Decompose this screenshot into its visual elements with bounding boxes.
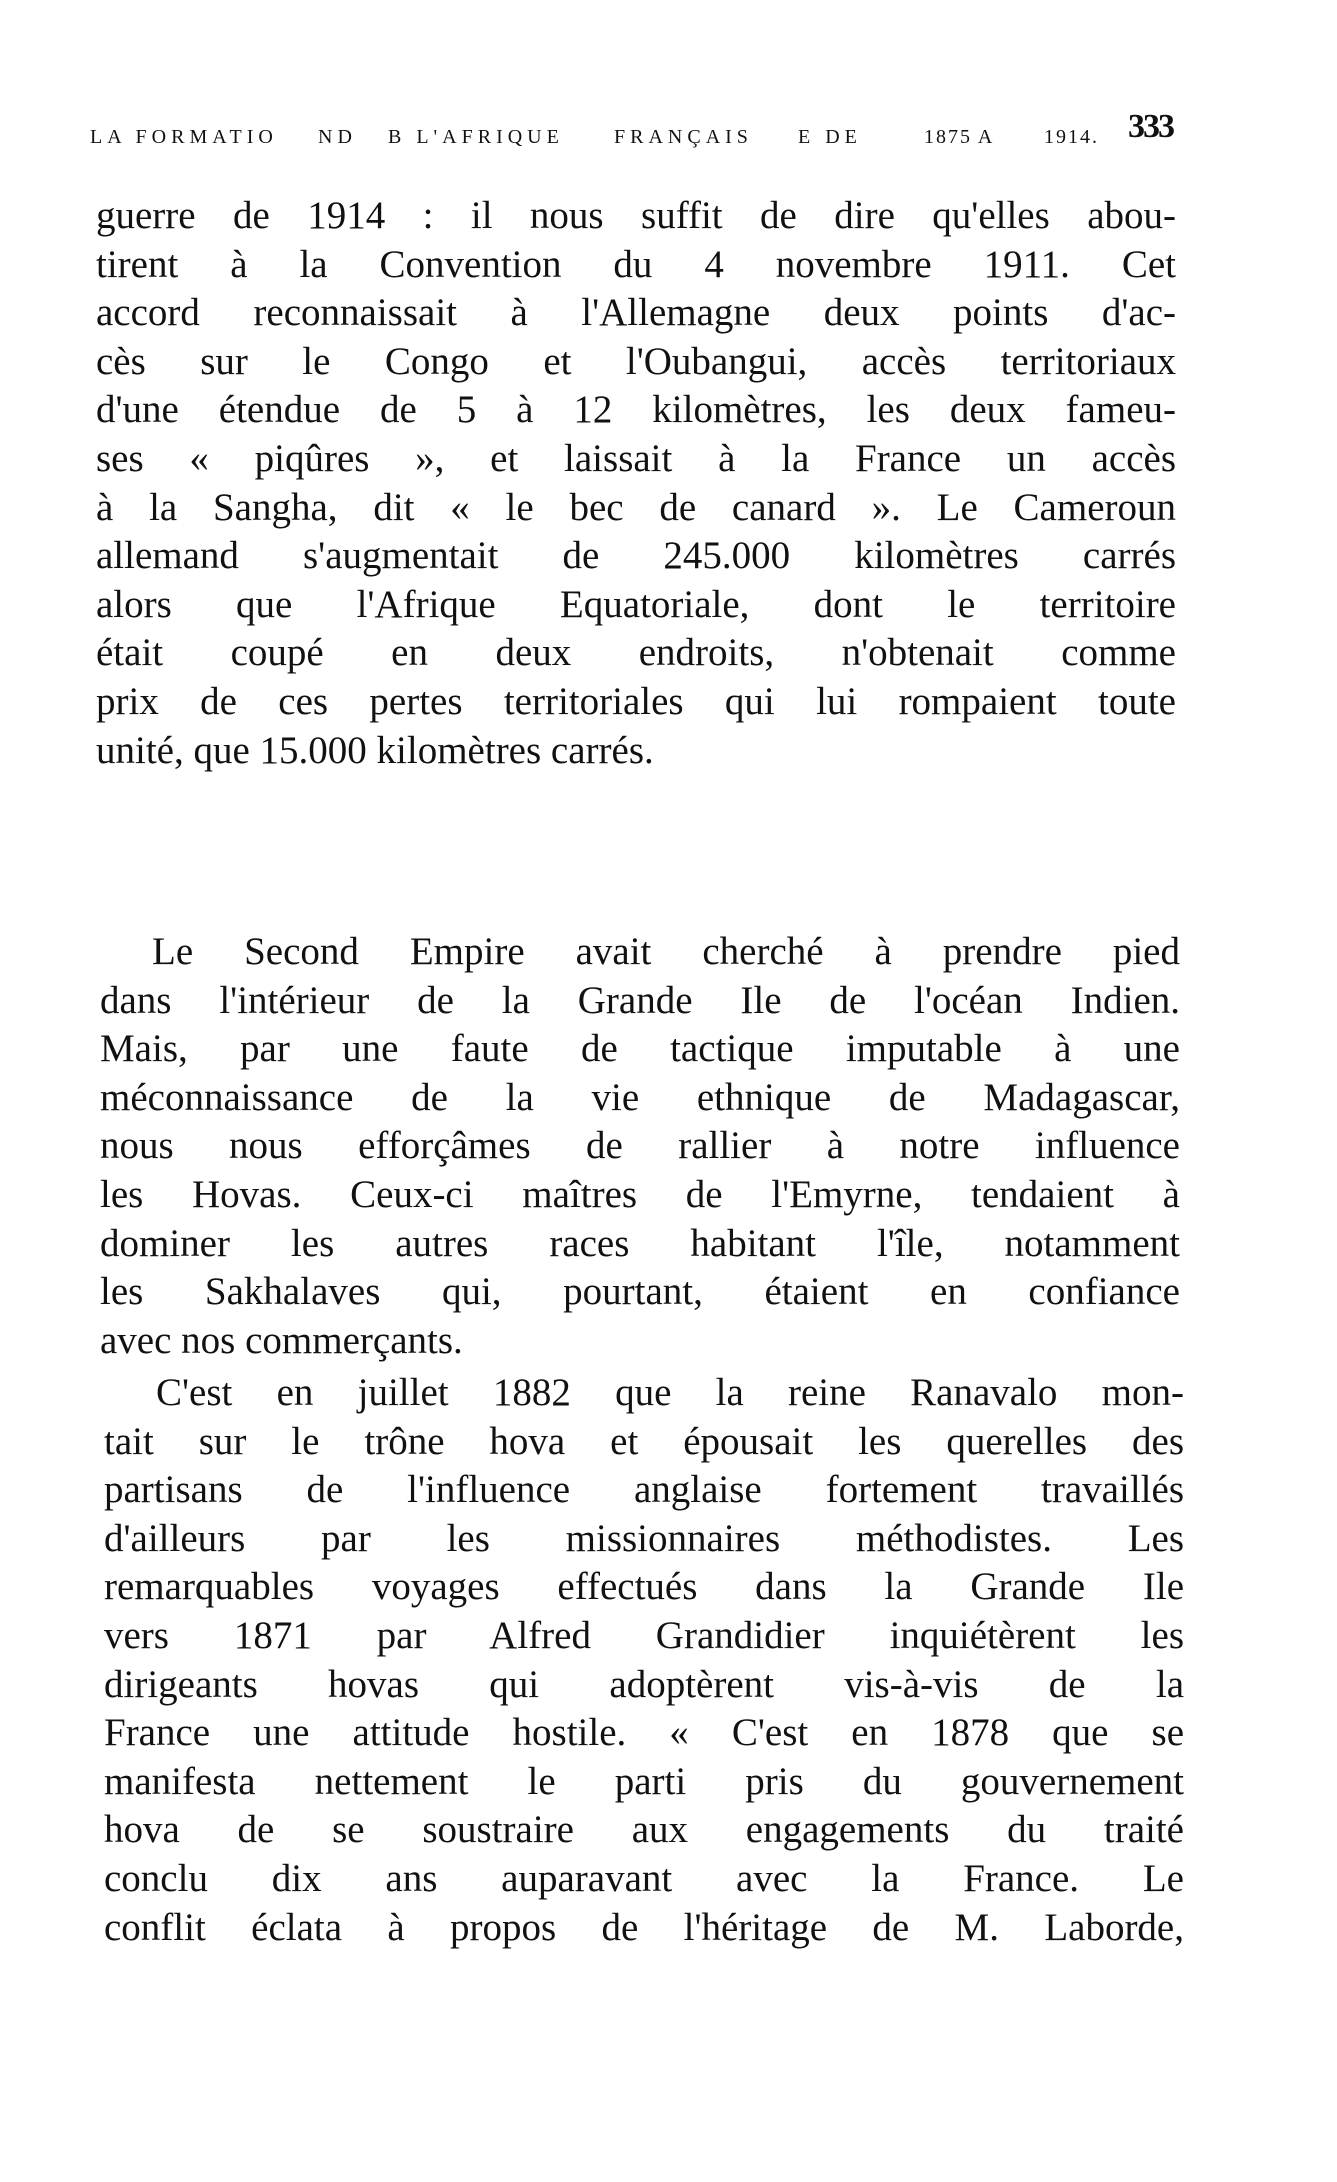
running-head-part: 1914. — [1044, 126, 1099, 148]
text-line: nous nous efforçâmes de rallier à notre influence — [100, 1124, 1180, 1168]
paragraph-block-3 — [104, 1369, 1184, 1952]
text-line: C'est en juillet 1882 que la reine Ranavalo mon- — [156, 1371, 1184, 1414]
text-line: partisans de l'influence anglaise fortement travaillés — [104, 1468, 1184, 1512]
text-line: ses « piqûres », et laissait à la France un accès — [96, 436, 1176, 480]
text-line: d'une étendue de 5 à 12 kilomètres, les deux fameu- — [96, 388, 1176, 432]
page-number: 333 — [1128, 108, 1173, 145]
running-head-part: FRANÇAIS — [614, 126, 753, 148]
text-line: allemand s'augmentait de 245.000 kilomètres carrés — [96, 534, 1176, 578]
text-line: tait sur le trône hova et épousait les querelles des — [104, 1419, 1184, 1463]
text-line: avec nos commerçants. — [100, 1318, 463, 1362]
text-line: à la Sangha, dit « le bec de canard ». Le Cameroun — [96, 485, 1176, 529]
text-line: dirigeants hovas qui adoptèrent vis-à-vis de la — [104, 1662, 1184, 1706]
paragraph-block-2 — [100, 928, 1180, 1365]
text-line: France une attitude hostile. « C'est en 1878 que se — [104, 1711, 1184, 1755]
text-line: d'ailleurs par les missionnaires méthodistes. Les — [104, 1516, 1184, 1560]
text-line: prix de ces pertes territoriales qui lui rompaient toute — [96, 679, 1176, 723]
text-line: remarquables voyages effectués dans la Grande Ile — [104, 1565, 1184, 1609]
text-line: dominer les autres races habitant l'île, notamment — [100, 1221, 1180, 1265]
text-line: méconnaissance de la vie ethnique de Madagascar, — [100, 1075, 1180, 1119]
text-line: guerre de 1914 : il nous suffit de dire qu'elles abou- — [96, 194, 1176, 237]
text-line: manifesta nettement le parti pris du gouvernement — [104, 1759, 1184, 1803]
text-line: vers 1871 par Alfred Grandidier inquiétèrent les — [104, 1613, 1184, 1657]
text-line: était coupé en deux endroits, n'obtenait comme — [96, 631, 1176, 675]
text-line: conclu dix ans auparavant avec la France. Le — [104, 1856, 1184, 1900]
running-head-part: E DE — [798, 126, 862, 148]
text-line: unité, que 15.000 kilomètres carrés. — [96, 728, 654, 772]
running-head-part: LA FORMATIO — [90, 126, 278, 148]
text-line: les Sakhalaves qui, pourtant, étaient en confiance — [100, 1270, 1180, 1314]
text-line: conflit éclata à propos de l'héritage de M. Laborde, — [104, 1905, 1184, 1949]
running-head-part: B L'AFRIQUE — [388, 126, 564, 148]
paragraph-block-1 — [96, 192, 1176, 775]
running-head-part: 1875 A — [924, 126, 995, 148]
text-line: Mais, par une faute de tactique imputable à une — [100, 1027, 1180, 1071]
running-head-part: ND — [318, 126, 357, 148]
text-line: accord reconnaissait à l'Allemagne deux points d'ac- — [96, 291, 1176, 335]
text-line: hova de se soustraire aux engagements du traité — [104, 1808, 1184, 1852]
text-line: dans l'intérieur de la Grande Ile de l'océan Indien. — [100, 978, 1180, 1022]
text-line: alors que l'Afrique Equatoriale, dont le territoire — [96, 582, 1176, 626]
running-head — [90, 120, 1180, 160]
text-line: tirent à la Convention du 4 novembre 1911. Cet — [96, 242, 1176, 286]
text-line: cès sur le Congo et l'Oubangui, accès territoriaux — [96, 339, 1176, 383]
text-line: les Hovas. Ceux-ci maîtres de l'Emyrne, tendaient à — [100, 1172, 1180, 1216]
text-line: Le Second Empire avait cherché à prendre pied — [152, 930, 1180, 973]
